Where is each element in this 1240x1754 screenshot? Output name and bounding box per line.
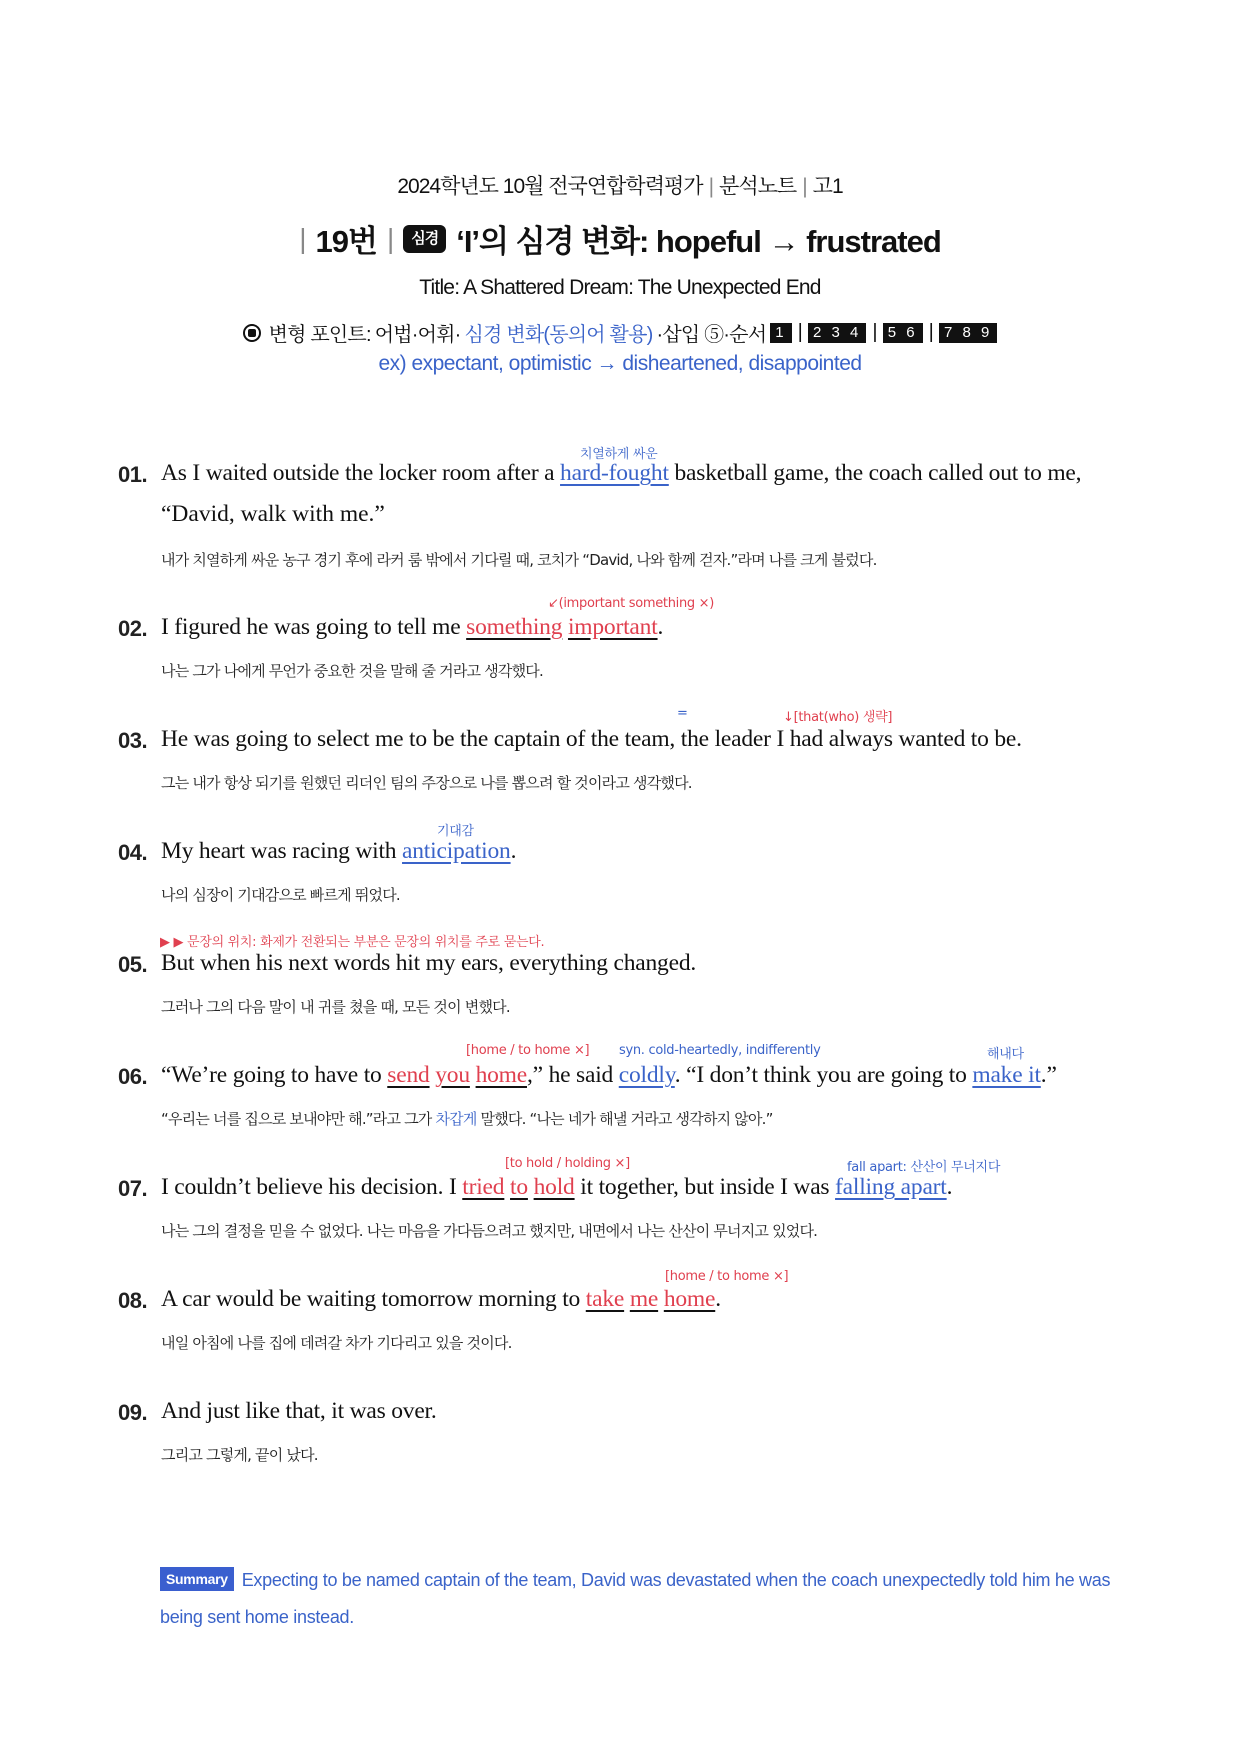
sentence-korean: 나의 심장이 기대감으로 빠르게 뛰었다.	[161, 886, 400, 904]
grammar-highlight: hold	[533, 1174, 575, 1200]
sentence-number: 04.	[118, 840, 148, 865]
sentence-english: I figured he was going to tell me something important.	[161, 614, 664, 640]
annotation-note: =	[677, 706, 688, 721]
annotation-note: 치열하게 싸운	[580, 447, 658, 462]
sentence-number: 03.	[118, 728, 148, 753]
grammar-highlight: send	[387, 1062, 430, 1088]
grammar-highlight: important	[567, 614, 658, 640]
points-label: 변형 포인트:	[268, 324, 371, 346]
grammar-highlight: home	[663, 1286, 716, 1312]
sentence-english: My heart was racing with anticipation.	[161, 838, 517, 864]
sentence-number: 09.	[118, 1400, 148, 1425]
annotation-note: ↓[that(who) 생략]	[783, 710, 893, 725]
sentence-korean: “우리는 너를 집으로 보내야만 해.”라고 그가 차갑게 말했다. “나는 네가 해낼 거라고 생각하지 않아.”	[161, 1110, 773, 1128]
page-title	[0, 216, 1240, 261]
grammar-highlight: home	[475, 1062, 527, 1088]
sentence-english: But when his next words hit my ears, everything changed.	[161, 950, 697, 976]
vocab-highlight: anticipation	[402, 838, 511, 864]
divider: |	[928, 321, 934, 343]
annotation-note: [to hold / holding ×]	[505, 1156, 630, 1171]
hand-icon	[243, 324, 261, 342]
sentence-number: 05.	[118, 952, 148, 977]
divider: |	[299, 222, 306, 254]
sentence-english: And just like that, it was over.	[161, 1398, 437, 1424]
sentence-english: As I waited outside the locker room after a hard-fought basketball game, the coach called out to me,	[161, 460, 1082, 486]
vocab-highlight: falling apart	[835, 1174, 947, 1200]
order-group-1: 1	[770, 323, 791, 343]
series-exam: 2024학년도 10월 전국연합학력평가	[397, 175, 703, 198]
annotation-note: 기대감	[437, 824, 474, 839]
grammar-highlight: me	[629, 1286, 659, 1312]
annotation-note: [home / to home ×]	[466, 1043, 590, 1058]
series-grade: 고1	[812, 175, 843, 198]
series-header	[0, 170, 1240, 200]
synonym-example: ex) expectant, optimistic → disheartened, disappointed	[378, 352, 862, 375]
transformation-points	[0, 318, 1240, 347]
sentence-number: 02.	[118, 616, 148, 641]
vocab-highlight: 차갑게	[435, 1110, 477, 1128]
sentence-english: He was going to select me to be the captain of the team, the leader I had always wanted to be.	[161, 726, 1022, 752]
annotation-note: syn. cold-heartedly, indifferently	[619, 1043, 821, 1058]
grammar-highlight: you	[435, 1062, 470, 1088]
order-group-2: 2 3 4	[808, 323, 866, 343]
passage-title: Title: A Shattered Dream: The Unexpected End	[419, 276, 821, 299]
order-group-3: 5 6	[883, 323, 923, 343]
sentence-english-line2: “David, walk with me.”	[161, 501, 385, 527]
annotation-note: 해내다	[987, 1047, 1024, 1062]
sentence-english: “We’re going to have to send you home,” he said coldly. “I don’t think you are going to make it.”	[161, 1062, 1057, 1088]
sentence-korean: 내가 치열하게 싸운 농구 경기 후에 라커 룸 밖에서 기다릴 때, 코치가 “David, 나와 함께 걷자.”라며 나를 크게 불렀다.	[161, 551, 877, 569]
grammar-highlight: something	[466, 614, 563, 640]
sentence-korean: 그러나 그의 다음 말이 내 귀를 쳤을 때, 모든 것이 변했다.	[161, 998, 510, 1016]
annotation-note: ▶ ▶ 문장의 위치: 화제가 전환되는 부분은 문장의 위치를 주로 묻는다.	[160, 935, 545, 950]
vocab-highlight: hard-fought	[560, 460, 669, 486]
annotation-note: [home / to home ×]	[665, 1269, 789, 1284]
divider: |	[797, 321, 802, 343]
divider: |	[386, 222, 394, 254]
grammar-highlight: to	[510, 1174, 528, 1200]
question-number: 19번	[315, 224, 377, 259]
series-type: 분석노트	[719, 175, 797, 198]
sentence-korean: 그리고 그렇게, 끝이 났다.	[161, 1446, 318, 1464]
vocab-highlight: make it	[972, 1062, 1041, 1088]
points-grammar: 어법·어휘·	[374, 324, 461, 346]
sentence-number: 06.	[118, 1064, 148, 1089]
sentence-english: A car would be waiting tomorrow morning to take me home.	[161, 1286, 721, 1312]
divider: |	[802, 175, 807, 198]
annotation-note: fall apart: 산산이 무너지다	[847, 1160, 1001, 1175]
sentence-korean: 그는 내가 항상 되기를 원했던 리더인 팀의 주장으로 나를 뽑으려 할 것이라고 생각했다.	[161, 774, 692, 792]
sentence-korean: 내일 아침에 나를 집에 데려갈 차가 기다리고 있을 것이다.	[161, 1334, 512, 1352]
grammar-highlight: tried	[462, 1174, 505, 1200]
sentence-korean: 나는 그가 나에게 무언가 중요한 것을 말해 줄 거라고 생각했다.	[161, 662, 543, 680]
grammar-highlight: take	[585, 1286, 625, 1312]
points-insert-order: ·삽입 ⑤·순서	[656, 324, 767, 346]
sentence-korean: 나는 그의 결정을 믿을 수 없었다. 나는 마음을 가다듬으려고 했지만, 내면에서 나는 산산이 무너지고 있었다.	[161, 1222, 818, 1240]
points-mood-change: 심경 변화(동의어 활용)	[464, 324, 653, 346]
annotation-note: ↙(important something ×)	[548, 596, 715, 611]
divider: |	[872, 321, 877, 343]
summary-badge: Summary	[160, 1567, 234, 1591]
title-text: ‘I’의 심경 변화: hopeful → frustrated	[456, 224, 941, 259]
sentence-english: I couldn’t believe his decision. I tried to hold it together, but inside I was falling apart.	[161, 1174, 953, 1200]
sentence-number: 07.	[118, 1176, 148, 1201]
category-tag: 심경	[403, 225, 446, 253]
divider: |	[708, 175, 714, 198]
sentence-number: 08.	[118, 1288, 148, 1313]
sentence-number: 01.	[118, 462, 148, 487]
vocab-highlight: coldly	[618, 1062, 675, 1088]
summary	[160, 1562, 1120, 1636]
order-group-4: 7 8 9	[939, 323, 997, 343]
summary-text: Expecting to be named captain of the team, David was devastated when the coach unexpectedly told him he was being sent home instead.	[160, 1570, 1111, 1627]
